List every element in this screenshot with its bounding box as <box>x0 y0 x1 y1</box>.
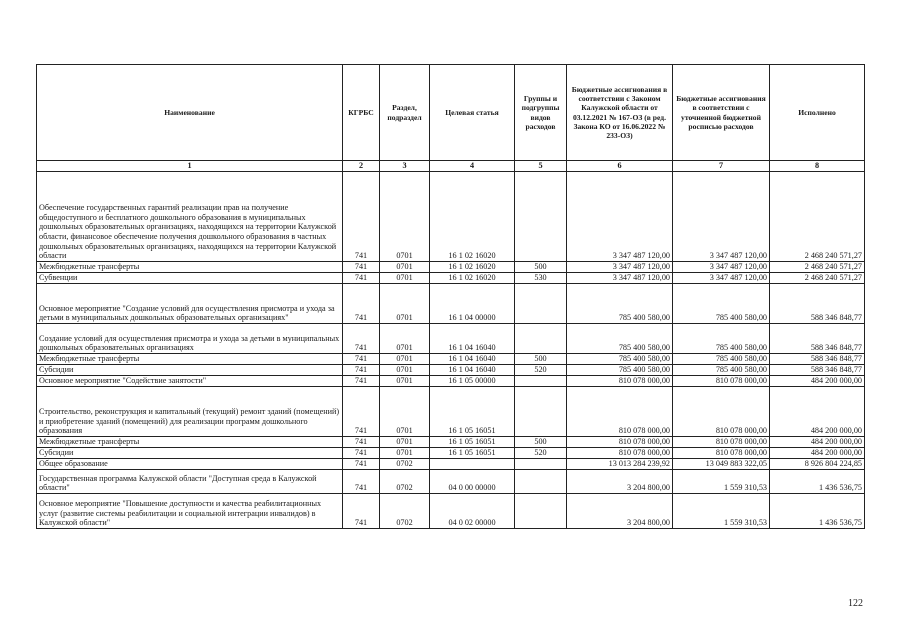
row-group: 500 <box>515 437 567 448</box>
table-row <box>37 470 865 494</box>
table-row <box>37 459 865 470</box>
row-section: 0701 <box>380 387 430 437</box>
row-law-amount: 810 078 000,00 <box>567 437 673 448</box>
row-law-amount: 810 078 000,00 <box>567 387 673 437</box>
row-section: 0702 <box>380 470 430 494</box>
row-refined-amount: 3 347 487 120,00 <box>673 273 770 284</box>
row-law-amount: 810 078 000,00 <box>567 376 673 387</box>
row-name: Общее образование <box>37 459 343 470</box>
row-law-amount: 785 400 580,00 <box>567 354 673 365</box>
row-executed-amount: 484 200 000,00 <box>770 387 865 437</box>
row-name: Межбюджетные трансферты <box>37 354 343 365</box>
row-section: 0701 <box>380 324 430 354</box>
row-executed-amount: 588 346 848,77 <box>770 284 865 324</box>
row-name: Государственная программа Калужской области "Доступная среда в Калужской области" <box>37 470 343 494</box>
row-executed-amount: 588 346 848,77 <box>770 365 865 376</box>
row-name: Субсидии <box>37 448 343 459</box>
row-name: Межбюджетные трансферты <box>37 262 343 273</box>
row-section: 0701 <box>380 448 430 459</box>
row-executed-amount: 484 200 000,00 <box>770 376 865 387</box>
column-number: 5 <box>515 161 567 172</box>
row-group <box>515 172 567 262</box>
row-target: 16 1 05 16051 <box>430 448 515 459</box>
header-target: Целевая статья <box>430 65 515 161</box>
row-executed-amount: 588 346 848,77 <box>770 324 865 354</box>
budget-table <box>36 64 865 529</box>
row-kgrbs: 741 <box>343 459 380 470</box>
row-group: 500 <box>515 354 567 365</box>
row-law-amount: 785 400 580,00 <box>567 284 673 324</box>
row-executed-amount: 1 436 536,75 <box>770 470 865 494</box>
row-executed-amount: 2 468 240 571,27 <box>770 273 865 284</box>
row-group <box>515 470 567 494</box>
row-target: 16 1 04 16040 <box>430 354 515 365</box>
row-refined-amount: 3 347 487 120,00 <box>673 262 770 273</box>
column-number: 7 <box>673 161 770 172</box>
row-law-amount: 3 347 487 120,00 <box>567 273 673 284</box>
table-row <box>37 262 865 273</box>
row-section: 0701 <box>380 365 430 376</box>
row-target: 16 1 04 16040 <box>430 365 515 376</box>
row-refined-amount: 785 400 580,00 <box>673 284 770 324</box>
row-refined-amount: 810 078 000,00 <box>673 376 770 387</box>
row-name: Межбюджетные трансферты <box>37 437 343 448</box>
row-name: Основное мероприятие "Содействие занятости" <box>37 376 343 387</box>
row-executed-amount: 2 468 240 571,27 <box>770 172 865 262</box>
row-kgrbs: 741 <box>343 437 380 448</box>
column-number: 6 <box>567 161 673 172</box>
row-kgrbs: 741 <box>343 365 380 376</box>
row-kgrbs: 741 <box>343 262 380 273</box>
header-section: Раздел, подраздел <box>380 65 430 161</box>
row-group <box>515 459 567 470</box>
row-refined-amount: 785 400 580,00 <box>673 354 770 365</box>
row-kgrbs: 741 <box>343 172 380 262</box>
row-name: Основное мероприятие "Повышение доступности и качества реабилитационных услуг (развитие системы реабилитации и социальной интеграции инвалидов) в Калужской области" <box>37 494 343 529</box>
table-row <box>37 354 865 365</box>
row-kgrbs: 741 <box>343 448 380 459</box>
row-name: Субвенции <box>37 273 343 284</box>
header-refined: Бюджетные ассигнования в соответствии с уточненной бюджетной росписью расходов <box>673 65 770 161</box>
row-refined-amount: 785 400 580,00 <box>673 324 770 354</box>
column-number: 4 <box>430 161 515 172</box>
table-row <box>37 273 865 284</box>
header-row <box>37 65 865 161</box>
row-executed-amount: 484 200 000,00 <box>770 448 865 459</box>
row-section: 0702 <box>380 459 430 470</box>
row-law-amount: 810 078 000,00 <box>567 448 673 459</box>
row-law-amount: 785 400 580,00 <box>567 324 673 354</box>
row-law-amount: 13 013 284 239,92 <box>567 459 673 470</box>
column-number: 1 <box>37 161 343 172</box>
row-target: 16 1 05 00000 <box>430 376 515 387</box>
row-group <box>515 324 567 354</box>
table-row <box>37 365 865 376</box>
table-row <box>37 376 865 387</box>
table-row <box>37 324 865 354</box>
table-row <box>37 494 865 529</box>
row-name: Обеспечение государственных гарантий реализации прав на получение общедоступного и бесплатного дошкольного образования в муниципальных дошкольных образовательных организациях, находящихся на территории Калужской области, финансовое обеспечение получения дошкольного образования в частных дошкольных образовательных организациях, находящихся на территории Калужской области <box>37 172 343 262</box>
row-section: 0701 <box>380 262 430 273</box>
row-kgrbs: 741 <box>343 470 380 494</box>
row-section: 0701 <box>380 437 430 448</box>
row-law-amount: 3 347 487 120,00 <box>567 262 673 273</box>
row-group <box>515 387 567 437</box>
row-law-amount: 3 347 487 120,00 <box>567 172 673 262</box>
row-target: 16 1 04 00000 <box>430 284 515 324</box>
table-body <box>37 172 865 529</box>
column-number: 3 <box>380 161 430 172</box>
row-executed-amount: 484 200 000,00 <box>770 437 865 448</box>
row-group: 500 <box>515 262 567 273</box>
row-group: 520 <box>515 365 567 376</box>
row-executed-amount: 1 436 536,75 <box>770 494 865 529</box>
header-executed: Исполнено <box>770 65 865 161</box>
row-executed-amount: 2 468 240 571,27 <box>770 262 865 273</box>
row-target: 16 1 05 16051 <box>430 387 515 437</box>
row-section: 0701 <box>380 376 430 387</box>
row-kgrbs: 741 <box>343 284 380 324</box>
column-number: 8 <box>770 161 865 172</box>
row-group: 520 <box>515 448 567 459</box>
row-target: 16 1 05 16051 <box>430 437 515 448</box>
row-refined-amount: 1 559 310,53 <box>673 494 770 529</box>
table-row <box>37 172 865 262</box>
column-number: 2 <box>343 161 380 172</box>
page-number: 122 <box>848 598 863 609</box>
row-target: 16 1 02 16020 <box>430 262 515 273</box>
row-group <box>515 494 567 529</box>
row-name: Субсидии <box>37 365 343 376</box>
row-target: 16 1 04 16040 <box>430 324 515 354</box>
row-section: 0701 <box>380 273 430 284</box>
row-target: 04 0 02 00000 <box>430 494 515 529</box>
row-refined-amount: 13 049 883 322,05 <box>673 459 770 470</box>
row-target: 16 1 02 16020 <box>430 273 515 284</box>
row-refined-amount: 810 078 000,00 <box>673 437 770 448</box>
row-section: 0701 <box>380 284 430 324</box>
row-law-amount: 785 400 580,00 <box>567 365 673 376</box>
row-section: 0701 <box>380 172 430 262</box>
row-group <box>515 284 567 324</box>
row-refined-amount: 3 347 487 120,00 <box>673 172 770 262</box>
table-row <box>37 448 865 459</box>
row-executed-amount: 8 926 804 224,85 <box>770 459 865 470</box>
header-kgrbs: КГРБС <box>343 65 380 161</box>
row-group: 530 <box>515 273 567 284</box>
row-target: 04 0 00 00000 <box>430 470 515 494</box>
row-name: Создание условий для осуществления присмотра и ухода за детьми в муниципальных дошкольных образовательных организациях <box>37 324 343 354</box>
header-groups: Группы и подгруппы видов расходов <box>515 65 567 161</box>
row-target <box>430 459 515 470</box>
column-numbers-row <box>37 161 865 172</box>
row-refined-amount: 810 078 000,00 <box>673 387 770 437</box>
table-row <box>37 387 865 437</box>
row-kgrbs: 741 <box>343 273 380 284</box>
row-kgrbs: 741 <box>343 324 380 354</box>
row-name: Строительство, реконструкция и капитальный (текущий) ремонт зданий (помещений) и приобретение зданий (помещений) для реализации программ дошкольного образования <box>37 387 343 437</box>
header-law: Бюджетные ассигнования в соответствии с Законом Калужской области от 03.12.2021 № 167-ОЗ (в ред. Закона КО от 16.06.2022 № 233-ОЗ) <box>567 65 673 161</box>
row-law-amount: 3 204 800,00 <box>567 494 673 529</box>
row-group <box>515 376 567 387</box>
table-row <box>37 284 865 324</box>
table-row <box>37 437 865 448</box>
row-target: 16 1 02 16020 <box>430 172 515 262</box>
row-refined-amount: 810 078 000,00 <box>673 448 770 459</box>
row-kgrbs: 741 <box>343 494 380 529</box>
header-name: Наименование <box>37 65 343 161</box>
row-refined-amount: 785 400 580,00 <box>673 365 770 376</box>
row-name: Основное мероприятие "Создание условий для осуществления присмотра и ухода за детьми в муниципальных дошкольных образовательных организациях" <box>37 284 343 324</box>
row-kgrbs: 741 <box>343 387 380 437</box>
row-refined-amount: 1 559 310,53 <box>673 470 770 494</box>
row-kgrbs: 741 <box>343 354 380 365</box>
row-kgrbs: 741 <box>343 376 380 387</box>
row-executed-amount: 588 346 848,77 <box>770 354 865 365</box>
row-section: 0701 <box>380 354 430 365</box>
row-section: 0702 <box>380 494 430 529</box>
row-law-amount: 3 204 800,00 <box>567 470 673 494</box>
